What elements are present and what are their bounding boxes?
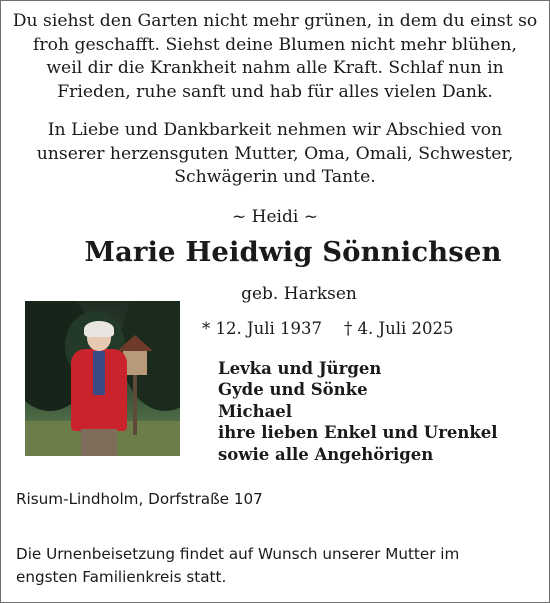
farewell-intro: In Liebe und Dankbarkeit nehmen wir Abschied von unserer herzensguten Mutter, Oma, Omali, Schwester, Schwägerin und Tante.: [36, 120, 514, 188]
photo-person-shirt: [93, 351, 105, 395]
deceased-nickname: ~ Heidi ~: [232, 207, 318, 227]
deceased-birth-name: geb. Harksen: [241, 284, 357, 304]
mourner-line: sowie alle Angehörigen: [218, 444, 434, 464]
mourner-line: Michael: [218, 401, 293, 421]
photo-birdhouse-pole: [133, 375, 137, 435]
death-date: † 4. Juli 2025: [344, 319, 454, 338]
mourners-list: [218, 358, 538, 465]
deceased-full-name: Marie Heidwig Sönnichsen: [84, 236, 502, 268]
mourner-line: Levka und Jürgen: [218, 359, 382, 378]
photo-person-hair: [84, 321, 114, 337]
burial-note: Die Urnenbeisetzung findet auf Wunsch unserer Mutter im engsten Familienkreis statt.: [16, 545, 460, 586]
deceased-photo: [25, 301, 180, 456]
family-address: Risum-Lindholm, Dorfstraße 107: [16, 490, 263, 508]
memorial-poem: Du siehst den Garten nicht mehr grünen, in dem du einst so froh geschafft. Siehst deine Blumen nicht mehr blühen, weil dir die Krankheit nahm alle Kraft. Schlaf nun in Frieden, ruhe sanft und hab für alles vielen Dank.: [12, 11, 538, 102]
mourner-line: Gyde und Sönke: [218, 380, 368, 400]
birth-date: * 12. Juli 1937: [202, 319, 323, 338]
life-dates: [202, 318, 532, 340]
photo-person-legs: [81, 429, 117, 456]
mourner-line: ihre lieben Enkel und Urenkel: [218, 423, 498, 443]
photo-birdhouse-roof: [117, 335, 153, 351]
